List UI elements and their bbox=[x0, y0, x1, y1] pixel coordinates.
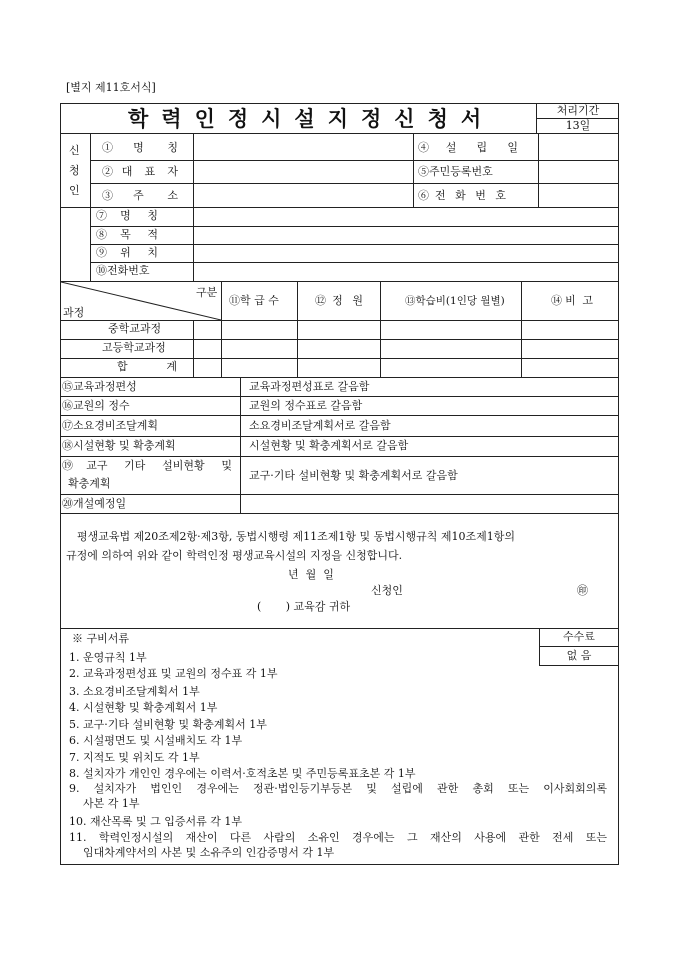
processing-period-value: 13일 bbox=[565, 119, 591, 132]
list-item: 2. 교육과정편성표 및 교원의 정수표 각 1부 bbox=[69, 667, 278, 680]
high-capacity-cell[interactable] bbox=[298, 340, 380, 358]
row-middle-school: 중학교과정 bbox=[108, 322, 162, 335]
facility-location-label: ⑨위 치 bbox=[96, 246, 158, 259]
frame-right-line bbox=[618, 103, 619, 865]
middle-note-cell[interactable] bbox=[522, 321, 618, 339]
applicant-name-field[interactable] bbox=[194, 134, 413, 160]
item-curriculum-label: ⑮교육과정편성 bbox=[62, 380, 137, 393]
course-corner-bottom-label: 과정 bbox=[63, 306, 85, 319]
total-classes-cell[interactable] bbox=[222, 359, 297, 377]
applicant-phone-label: ⑥전 화 번 호 bbox=[418, 189, 506, 202]
frame-left-line bbox=[60, 103, 61, 865]
item-facility-plan-value: 시설현황 및 확충계획서로 갈음함 bbox=[249, 439, 409, 452]
middle-capacity-cell[interactable] bbox=[298, 321, 380, 339]
list-item-continued: 임대차계약서의 사본 및 소유주의 인감증명서 각 1부 bbox=[83, 846, 335, 859]
item-funding-label: ⑰소요경비조달계획 bbox=[62, 419, 159, 432]
row-high-school: 고등학교과정 bbox=[102, 341, 166, 354]
list-item: 3. 소요경비조달계획서 1부 bbox=[69, 685, 200, 698]
seal-mark: ㊞ bbox=[577, 584, 588, 597]
statement-date: 년 월 일 bbox=[288, 568, 334, 581]
facility-name-label: ⑦명 칭 bbox=[96, 209, 158, 222]
list-item: 1. 운영규칙 1부 bbox=[69, 651, 147, 664]
high-note-cell[interactable] bbox=[522, 340, 618, 358]
item-equipment-label-line1: ⑲교구 기타 설비현황 및 bbox=[62, 459, 232, 472]
facility-purpose-field[interactable] bbox=[194, 227, 618, 244]
facility-phone-label: ⑩전화번호 bbox=[96, 264, 150, 277]
form-title: 학력인정시설지정신청서 bbox=[128, 106, 495, 131]
col-class-count: ⑪학 급 수 bbox=[229, 294, 279, 307]
documents-heading: ※ 구비서류 bbox=[72, 632, 130, 645]
total-capacity-cell[interactable] bbox=[298, 359, 380, 377]
list-item: 6. 시설평면도 및 시설배치도 각 1부 bbox=[69, 734, 243, 747]
list-item: 7. 지적도 및 위치도 각 1부 bbox=[69, 751, 200, 764]
facility-purpose-label: ⑧목 적 bbox=[96, 228, 158, 241]
facility-name-field[interactable] bbox=[194, 208, 618, 226]
course-corner-top-label: 구분 bbox=[196, 286, 218, 299]
applicant-phone-field[interactable] bbox=[539, 184, 618, 207]
high-tuition-cell[interactable] bbox=[381, 340, 521, 358]
list-item: 5. 교구·기타 설비현황 및 확충계획서 1부 bbox=[69, 718, 267, 731]
item-equipment-value: 교구·기타 설비현황 및 확충계획서로 갈음함 bbox=[249, 469, 458, 482]
item-opening-date-label: ⑳개설예정일 bbox=[62, 497, 127, 510]
list-item: 9. 설치자가 법인인 경우에는 정관·법인등기부등본 및 설립에 관한 총회 또는 이사회회의록 bbox=[69, 782, 607, 795]
established-date-field[interactable] bbox=[539, 134, 618, 160]
col-note: ⑭비 고 bbox=[551, 294, 593, 307]
statement-addressee: ( ) 교육감 귀하 bbox=[257, 600, 351, 613]
fee-value: 없 음 bbox=[566, 649, 592, 662]
item-teacher-quota-label: ⑯교원의 정수 bbox=[62, 399, 130, 412]
statement-applicant: 신청인 bbox=[371, 584, 403, 597]
list-item-continued: 사본 각 1부 bbox=[83, 797, 140, 810]
applicant-address-label: ③주 소 bbox=[102, 189, 178, 202]
fee-label: 수수료 bbox=[563, 630, 595, 643]
statement-line-2: 규정에 의하여 위와 같이 학력인정 평생교육시설의 지정을 신청합니다. bbox=[66, 549, 403, 562]
applicant-name-label: ①명 칭 bbox=[102, 141, 178, 154]
item-teacher-quota-value: 교원의 정수표로 갈음함 bbox=[249, 399, 363, 412]
applicant-representative-label: ②대 표 자 bbox=[102, 165, 178, 178]
item-equipment-label-line2: 확충계획 bbox=[68, 477, 111, 490]
high-classes-cell[interactable] bbox=[222, 340, 297, 358]
middle-tuition-cell[interactable] bbox=[381, 321, 521, 339]
facility-location-field[interactable] bbox=[194, 245, 618, 262]
statement-line-1: 평생교육법 제20조제2항·제3항, 동법시행령 제11조제1항 및 동법시행규칙 제10조제1항의 bbox=[77, 530, 515, 543]
row-total: 합 계 bbox=[117, 360, 177, 373]
established-date-label: ④설 립 일 bbox=[418, 141, 518, 154]
applicant-address-field[interactable] bbox=[194, 184, 413, 207]
list-item: 11. 학력인정시설의 재산이 다른 사람의 소유인 경우에는 그 재산의 사용에 관한 전세 또는 bbox=[69, 831, 607, 844]
processing-period-label: 처리기간 bbox=[556, 104, 600, 117]
list-item: 4. 시설현황 및 확충계획서 1부 bbox=[69, 701, 218, 714]
middle-classes-cell[interactable] bbox=[222, 321, 297, 339]
opening-date-field[interactable] bbox=[241, 495, 618, 513]
frame-bottom-line bbox=[60, 864, 619, 865]
form-number: [별지 제11호서식] bbox=[66, 81, 156, 94]
list-item: 10. 재산목록 및 그 입증서류 각 1부 bbox=[69, 815, 242, 828]
total-note-cell[interactable] bbox=[522, 359, 618, 377]
applicant-representative-field[interactable] bbox=[194, 161, 413, 183]
col-tuition: ⑬학습비(1인당 월별) bbox=[405, 295, 505, 307]
col-capacity: ⑫정 원 bbox=[315, 294, 363, 307]
item-funding-value: 소요경비조달계획서로 갈음함 bbox=[249, 419, 391, 432]
total-tuition-cell[interactable] bbox=[381, 359, 521, 377]
item-facility-plan-label: ⑱시설현황 및 확충계획 bbox=[62, 439, 176, 452]
item-curriculum-value: 교육과정편성표로 갈음함 bbox=[249, 380, 370, 393]
resident-number-field[interactable] bbox=[539, 161, 618, 183]
list-item: 8. 설치자가 개인인 경우에는 이력서·호적초본 및 주민등록표초본 각 1부 bbox=[69, 767, 416, 780]
facility-phone-field[interactable] bbox=[194, 263, 618, 281]
resident-number-label: ⑤주민등록번호 bbox=[418, 165, 493, 178]
